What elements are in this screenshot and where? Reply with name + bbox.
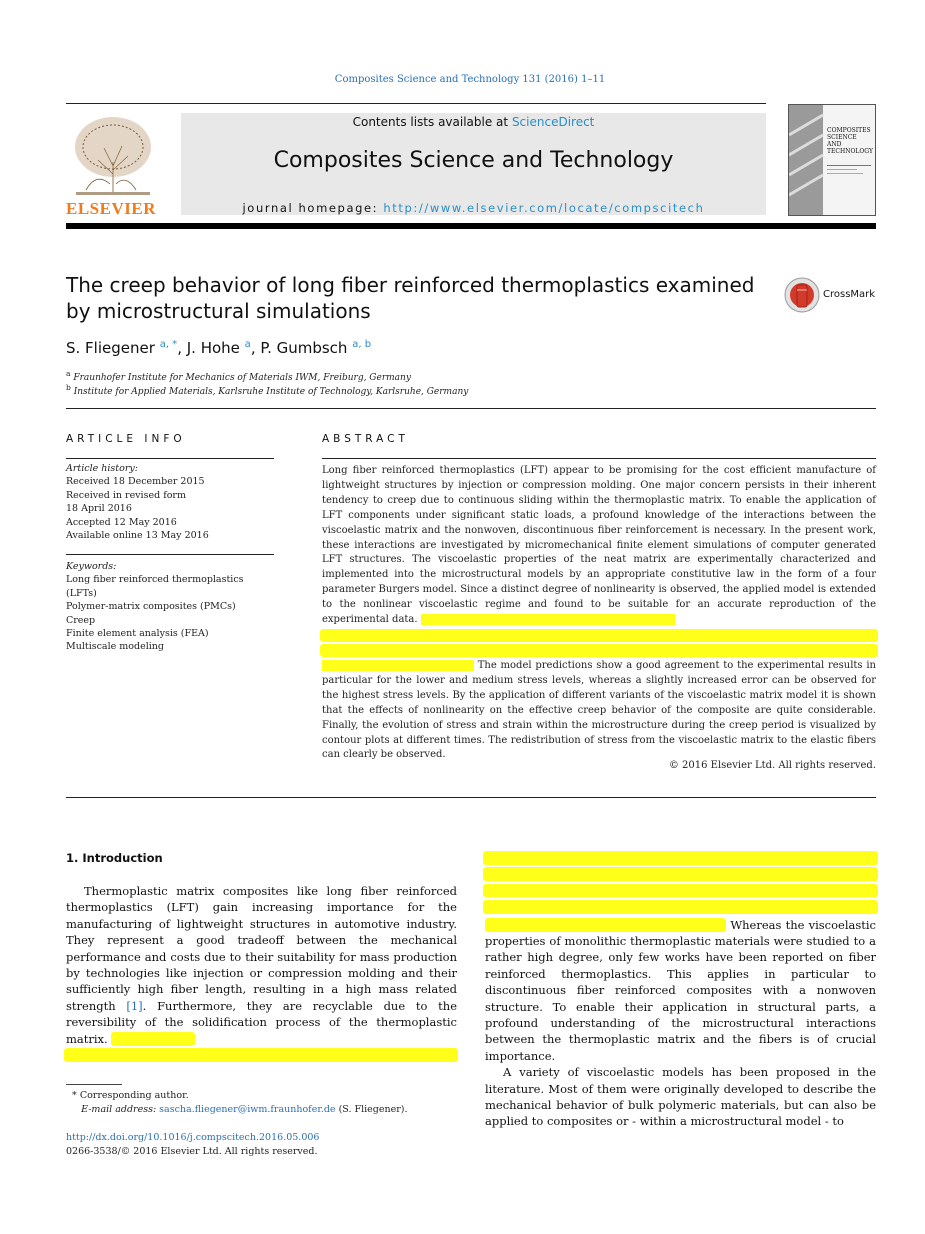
- abstract-rule: [322, 458, 876, 459]
- highlight-redaction: [322, 660, 474, 671]
- homepage-prefix: journal homepage:: [242, 201, 384, 215]
- header-thick-rule: [66, 223, 876, 229]
- email-note: [66, 1103, 407, 1117]
- journal-homepage: [181, 201, 766, 215]
- journal-cover-thumbnail: [788, 104, 876, 216]
- highlight-redaction: [483, 851, 878, 865]
- author-affiliation-mark[interactable]: a, *: [159, 339, 178, 350]
- affiliation-mark: b: [66, 383, 71, 392]
- abstract-heading: ABSTRACT: [322, 433, 409, 445]
- article-history: [66, 462, 274, 542]
- abstract-text: The model predictions show a good agreement to the experimental results in particular for the lower and medium stress levels, whereas a slightly increased error can be observed for the highest stress levels. By the application of different variants of the viscoelastic matrix model it is shown that the effects of nonlinearity on the effective creep behavior of the composite are quite considerable. Finally, the evolution of stress and strain within the microstructure during the creep period is visualized by contour plots at different times. The redistribution of stress from the viscoelastic matrix to the elastic fibers can clearly be observed.: [322, 659, 876, 761]
- keywords-list: [66, 560, 276, 654]
- author-name: P. Gumbsch: [260, 339, 348, 357]
- history-item: Received in revised form: [66, 489, 186, 501]
- author-list: [66, 339, 371, 357]
- contents-line: [181, 115, 766, 129]
- intro-left-column: [66, 883, 457, 1062]
- highlight-redaction: [483, 900, 878, 914]
- footnote-text: Corresponding author.: [79, 1090, 189, 1101]
- homepage-link[interactable]: http://www.elsevier.com/locate/compscitech: [383, 201, 705, 215]
- affiliation: [66, 369, 411, 383]
- paragraph: [485, 1064, 876, 1130]
- abstract-end-rule: [66, 797, 876, 798]
- paragraph: [66, 883, 457, 1047]
- affiliation-text: Fraunhofer Institute for Mechanics of Materials IWM, Freiburg, Germany: [73, 373, 411, 383]
- abstract-body: [322, 464, 876, 763]
- keyword-item: Finite element analysis (FEA): [66, 628, 209, 640]
- sciencedirect-link[interactable]: ScienceDirect: [511, 115, 595, 129]
- author-separator: ,: [177, 339, 187, 357]
- contents-prefix: Contents lists available at: [352, 115, 512, 129]
- affiliation: [66, 383, 468, 397]
- keyword-item: Multiscale modeling: [66, 641, 164, 653]
- crossmark-icon[interactable]: [783, 276, 821, 314]
- cover-graphic: [789, 105, 875, 215]
- history-item: Accepted 12 May 2016: [66, 516, 177, 528]
- doi-block: [66, 1131, 319, 1158]
- paragraph-text: Thermoplastic matrix composites like long fiber reinforced thermoplastics (LFT) gain increasing importance for the manufacturing of lightweight structures in automotive industry. They represent a good tradeoff between the mechanical performance and costs due to their suitability for mass production by technologies like injection or compression molding and their sufficiently high fiber length, resulting in a high mass related strength: [66, 884, 457, 1013]
- paragraph-text: . Furthermore, they are recyclable due to the reversibility of the solidification process of the thermoplastic matrix.: [66, 998, 458, 1046]
- email-label: E-mail address:: [81, 1103, 160, 1115]
- doi-link[interactable]: http://dx.doi.org/10.1016/j.compscitech.2016.05.006: [66, 1132, 320, 1143]
- keywords-label: Keywords:: [66, 561, 117, 572]
- title-block-rule: [66, 408, 876, 409]
- corresponding-author-note: * Corresponding author.: [66, 1090, 189, 1101]
- paragraph: [485, 917, 876, 1065]
- article-info-heading: ARTICLE INFO: [66, 433, 186, 445]
- section-heading: 1. Introduction: [66, 851, 163, 865]
- keywords-rule: [66, 554, 274, 555]
- highlight-redaction: [483, 884, 878, 898]
- highlight-redaction: [320, 629, 878, 642]
- issn-line: 0266-3538/© 2016 Elsevier Ltd. All rights reserved.: [66, 1145, 318, 1157]
- history-label: Article history:: [66, 463, 138, 474]
- affiliation-text: Institute for Applied Materials, Karlsruhe Institute of Technology, Karlsruhe, Germany: [73, 387, 469, 397]
- highlight-redaction: [111, 1032, 195, 1046]
- email-suffix: (S. Fliegener).: [335, 1103, 408, 1115]
- journal-title: Composites Science and Technology: [273, 148, 674, 173]
- crossmark-label[interactable]: CrossMark: [823, 289, 876, 300]
- keyword-item: Polymer-matrix composites (PMCs): [66, 601, 236, 613]
- history-item: Received 18 December 2015: [66, 476, 205, 488]
- cover-title: COMPOSITES SCIENCE AND TECHNOLOGY: [827, 127, 873, 155]
- author-affiliation-mark[interactable]: a: [244, 339, 251, 350]
- author-separator: ,: [250, 339, 261, 357]
- author-name: S. Fliegener: [66, 339, 155, 357]
- journal-reference[interactable]: Composites Science and Technology 131 (2016) 1–11: [334, 74, 606, 85]
- author-name: J. Hohe: [186, 339, 240, 357]
- footnote-rule: [66, 1084, 122, 1085]
- highlight-redaction: [320, 644, 878, 657]
- publisher-wordmark: ELSEVIER: [66, 199, 156, 218]
- intro-right-column: [485, 851, 876, 1130]
- keyword-item: Creep: [66, 614, 96, 626]
- abstract-copyright: © 2016 Elsevier Ltd. All rights reserved.: [668, 760, 876, 771]
- highlight-redaction: [421, 614, 675, 625]
- keyword-item: Long fiber reinforced thermoplastics (LFTs): [66, 574, 244, 599]
- abstract-text: Long fiber reinforced thermoplastics (LFT) appear to be promising for the cost efficient manufacture of lightweight structures by injection or compression molding. One major concern persists in their inherent tendency to creep due to continuous sliding within the thermoplastic matrix. To enable the application of LFT components under significant static loads, a profound knowledge of the interactions between the viscoelastic matrix and the nonwoven, discontinuous fiber reinforcement is necessary. In the present work, these interactions are investigated by micromechanical finite element simulations of computer generated LFT structures. The viscoelastic properties of the neat matrix are experimentally characterized and implemented into the microstructural models by an appropriate constitutive law in the form of a four parameter Burgers model. Since a distinct degree of nonlinearity is observed, the applied model is extended to the nonlinear viscoelastic regime and found to be suitable for an accurate reproduction of the experimental data.: [322, 465, 876, 626]
- highlight-redaction: [483, 867, 878, 881]
- highlight-redaction: [64, 1048, 458, 1062]
- article-info-rule: [66, 458, 274, 459]
- history-item: Available online 13 May 2016: [66, 530, 209, 542]
- paragraph-text: A variety of viscoelastic models has been proposed in the literature. Most of them were originally developed to describe the mechanical behavior of bulk polymeric materials, but can also be applied to composites or - within a microstructural model - to: [485, 1065, 876, 1129]
- author-affiliation-mark[interactable]: a, b: [352, 339, 372, 350]
- email-link[interactable]: sascha.fliegener@iwm.fraunhofer.de: [159, 1103, 336, 1115]
- footnote: [66, 1089, 407, 1116]
- history-item: 18 April 2016: [66, 503, 132, 515]
- header-rule: [66, 103, 766, 104]
- citation-link[interactable]: [1]: [126, 998, 143, 1013]
- affiliation-mark: a: [66, 369, 71, 378]
- paragraph-text: Whereas the viscoelastic properties of monolithic thermoplastic materials were studied to a rather high degree, only few works have been reported on fiber reinforced thermoplastics. This applies in particular to discontinuous fiber reinforced composites with a nonwoven structure. To enable their application in structural parts, a profound understanding of the microstructural interactions between the thermoplastic matrix and the fibers is of crucial importance.: [485, 917, 876, 1063]
- article-title: The creep behavior of long fiber reinforced thermoplastics examined by microstructural simulations: [66, 273, 755, 323]
- highlight-redaction: [485, 918, 726, 932]
